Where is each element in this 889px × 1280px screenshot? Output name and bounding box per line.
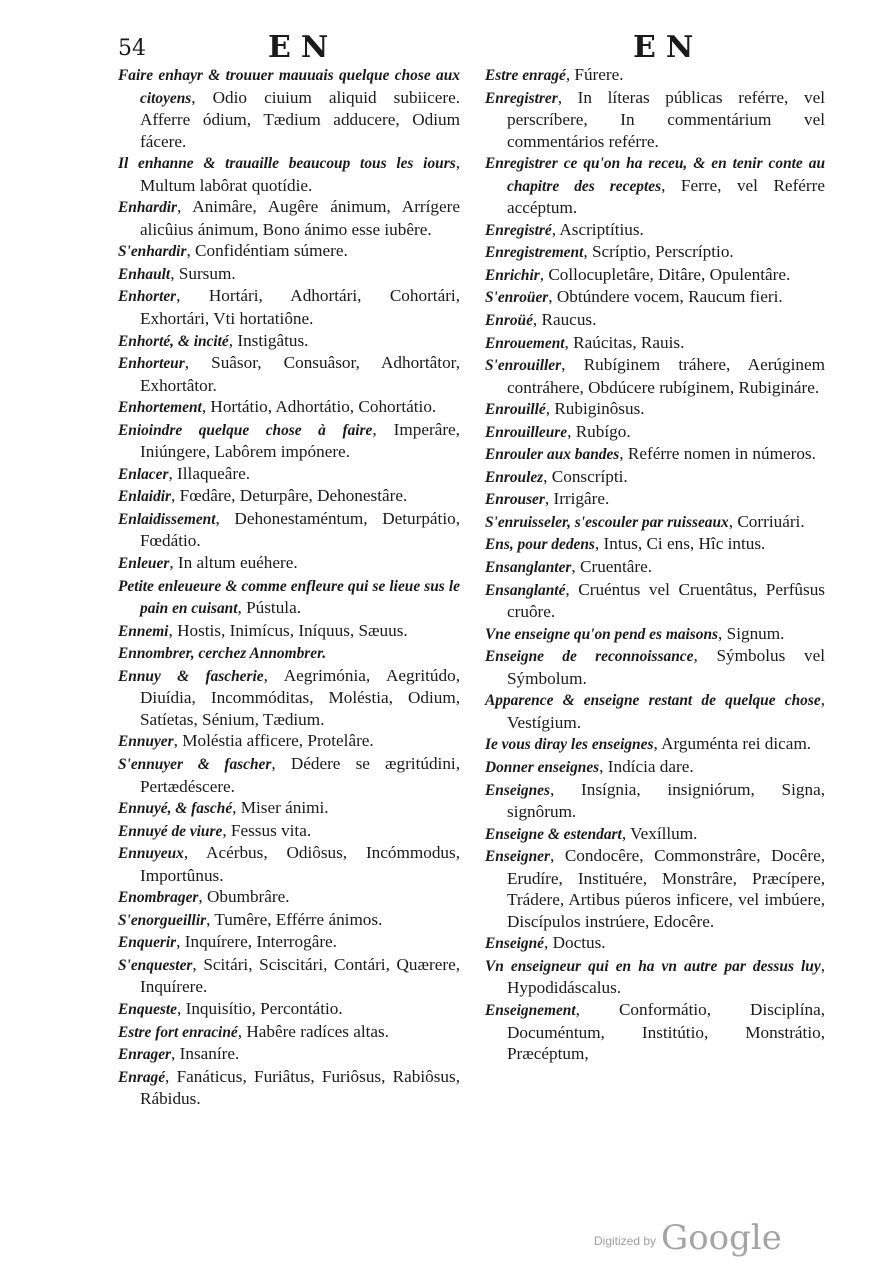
- entry-gloss: , Pústula.: [237, 598, 302, 618]
- dictionary-entry: [485, 579, 825, 623]
- dictionary-entry: [485, 511, 825, 534]
- dictionary-entry: [118, 842, 460, 886]
- entry-gloss: , Vexíllum.: [621, 823, 698, 843]
- entry-gloss: , Aegrimónia, Aegritúdo, Diuídia, Incommóditas, Moléstia, Odium, Satíetas, Sénium, Tædium.: [140, 665, 460, 729]
- entry-gloss: , Intus, Ci ens, Hîc intus.: [594, 534, 766, 554]
- entry-headword: Enregistré: [485, 221, 552, 239]
- dictionary-entry: [118, 753, 460, 797]
- dictionary-entry: [485, 332, 825, 355]
- entry-headword: Vn enseigneur qui en ha vn autre par dessus luy: [485, 957, 821, 975]
- dictionary-entry: [485, 398, 825, 421]
- entry-headword: Ensanglanter: [485, 559, 572, 577]
- entry-gloss: , Raucus.: [532, 310, 597, 330]
- dictionary-entry: [118, 797, 460, 820]
- entry-headword: Estre fort enraciné: [118, 1023, 238, 1041]
- entry-headword: Enlaidissement: [118, 510, 216, 528]
- dictionary-entry: [118, 575, 460, 620]
- entry-headword: Petite enleueure & comme enfleure qui se lieue sus le pain en cuisant: [118, 577, 460, 618]
- entry-gloss: , Fanáticus, Furiâtus, Furiôsus, Rabiôsus, Rábidus.: [140, 1066, 460, 1109]
- dictionary-entry: [118, 620, 460, 643]
- entry-gloss: , Confidéntiam súmere.: [186, 241, 348, 261]
- running-header-left: EN: [268, 30, 339, 65]
- entry-headword: S'enorgueillir: [118, 911, 207, 929]
- dictionary-entry: [118, 1066, 460, 1110]
- entry-gloss: , Acérbus, Odiôsus, Incómmodus, Importûnus.: [140, 843, 460, 885]
- entry-headword: Enlaidir: [118, 488, 172, 506]
- entry-headword: Enregistrer ce qu'on ha receu, & en tenir conte au chapitre des receptes: [485, 155, 825, 195]
- entry-gloss: , Inquisítio, Percontátio.: [177, 998, 343, 1018]
- entry-headword: Enlacer: [118, 465, 169, 483]
- entry-headword: Enroulez: [485, 468, 544, 486]
- dictionary-entry: [485, 533, 825, 556]
- entry-gloss: , Condocêre, Commonstrâre, Docêre, Erudíre, Instituére, Monstrâre, Præcípere, Trádere, Artibus púeros inficere, vel imbúere, Discípulos instrúere, Edocêre.: [507, 846, 825, 931]
- dictionary-entry: [118, 886, 460, 909]
- dictionary-entry: [485, 87, 825, 153]
- entry-gloss: , Conscrípti.: [543, 466, 628, 486]
- entry-gloss: , Suâsor, Consuâsor, Adhortâtor, Exhortâtor.: [140, 353, 460, 395]
- entry-gloss: , Indícia dare.: [599, 756, 694, 776]
- entry-gloss: , Collocupletâre, Ditâre, Opulentâre.: [539, 264, 791, 284]
- dictionary-entry: [485, 219, 825, 242]
- entry-headword: Enquerir: [118, 934, 177, 952]
- entry-gloss: , Insaníre.: [171, 1044, 240, 1064]
- entry-headword: Estre enragé: [485, 67, 566, 84]
- page-number: 54: [118, 36, 146, 61]
- entry-gloss: , Reférre nomen in números.: [619, 444, 816, 464]
- dictionary-entry: [485, 354, 825, 398]
- dictionary-entry: [485, 932, 825, 955]
- entry-headword: Enregistrer: [485, 89, 558, 107]
- dictionary-entry: [118, 1021, 460, 1044]
- entry-headword: Enragé: [118, 1068, 166, 1086]
- entry-headword: Enroüé: [485, 312, 533, 330]
- entry-gloss: , Rubiginôsus.: [545, 399, 645, 419]
- entry-gloss: , Dédere se ægritúdini, Pertædéscere.: [140, 753, 460, 796]
- entry-headword: Enseigne & estendart: [485, 825, 622, 843]
- entry-gloss: , Instigâtus.: [228, 330, 309, 350]
- entry-headword: Enombrager: [118, 889, 199, 907]
- entry-headword: Il enhanne & trauaille beaucoup tous les iours: [118, 155, 456, 173]
- entry-gloss: , Moléstia afficere, Protelâre.: [173, 731, 374, 751]
- entry-gloss: , Odio ciuium aliquid subiicere. Afferre ódium, Tædium adducere, Odium fácere.: [140, 87, 460, 151]
- dictionary-entry: [118, 396, 460, 419]
- entry-headword: Enrouler aux bandes: [485, 446, 620, 464]
- entry-gloss: , Illaqueâre.: [168, 463, 251, 483]
- dictionary-entry: [485, 845, 825, 932]
- entry-headword: Ennuyé, & fasché: [118, 800, 233, 818]
- entry-gloss: , Corriuári.: [728, 511, 805, 531]
- entry-headword: S'enquester: [118, 956, 193, 974]
- entry-headword: Enrager: [118, 1046, 172, 1064]
- entry-headword: S'enrouiller: [485, 357, 562, 375]
- dictionary-entry: [118, 64, 460, 152]
- entry-gloss: , Fœdâre, Deturpâre, Dehonestâre.: [171, 486, 408, 506]
- dictionary-entry: [118, 730, 460, 753]
- dictionary-entry: [485, 241, 825, 264]
- dictionary-entry: [118, 909, 460, 932]
- dictionary-entry: [118, 954, 460, 998]
- entry-headword: Ens, pour dedens: [485, 536, 595, 554]
- entry-gloss: , Imperâre, Iniúngere, Labôrem impónere.: [140, 419, 460, 462]
- entry-gloss: , Habêre radíces altas.: [237, 1021, 389, 1041]
- dictionary-entry: [485, 756, 825, 779]
- entry-headword: Ennuyeux: [118, 845, 184, 863]
- entry-headword: Enregistrement: [485, 244, 584, 262]
- dictionary-entry: [485, 823, 825, 846]
- entry-gloss: , Irrigâre.: [544, 489, 610, 509]
- entry-headword: Ennuy & fascherie: [118, 667, 264, 685]
- entry-headword: Enrouement: [485, 334, 565, 352]
- entry-headword: Donner enseignes: [485, 758, 600, 776]
- dictionary-entry: [118, 352, 460, 396]
- dictionary-entry: [485, 955, 825, 999]
- entry-headword: Enhardir: [118, 199, 178, 217]
- dictionary-entry: [118, 508, 460, 552]
- google-logo: Google: [661, 1218, 782, 1258]
- entry-gloss: , Hypodidáscalus.: [507, 955, 825, 998]
- entry-gloss: , Ferre, vel Reférre accéptum.: [507, 175, 825, 218]
- entry-gloss: , Signum.: [718, 623, 785, 643]
- dictionary-entry: [118, 463, 460, 486]
- entry-headword: Enrouilleure: [485, 423, 568, 441]
- entry-gloss: , Fessus vita.: [222, 820, 312, 840]
- entry-headword: Enseigné: [485, 935, 545, 953]
- dictionary-entry: [485, 152, 825, 219]
- dictionary-entry: [485, 733, 825, 756]
- entry-headword: S'enruisseler, s'escouler par ruisseaux: [485, 513, 729, 531]
- entry-headword: Enseigner: [485, 848, 550, 866]
- dictionary-entry: [118, 485, 460, 508]
- entry-headword: Ennuyer: [118, 733, 174, 751]
- entry-gloss: , In líteras públicas reférre, vel perscríbere, In commentárium vel commentários reférre.: [507, 87, 825, 151]
- running-header-right: EN: [633, 30, 704, 65]
- entry-gloss: , Hostis, Inimícus, Iníquus, Sæuus.: [168, 620, 408, 640]
- entry-gloss: , Arguménta rei dicam.: [653, 734, 812, 754]
- entry-headword: Enhortement: [118, 399, 202, 417]
- entry-headword: Enrouser: [485, 491, 545, 509]
- entry-gloss: , Fúrere.: [565, 65, 624, 84]
- dictionary-entry: [485, 645, 825, 689]
- dictionary-entry: [485, 309, 825, 332]
- entry-headword: Enhault: [118, 265, 171, 283]
- entry-gloss: , Vestígium.: [507, 690, 825, 732]
- entry-gloss: , Hortári, Adhortári, Cohortári, Exhortári, Vti hortatiône.: [140, 286, 460, 329]
- right-column: [485, 64, 825, 1065]
- entry-gloss: , Cruéntus vel Cruentâtus, Perfûsus cruôre.: [507, 579, 825, 622]
- entry-gloss: , Miser ánimi.: [232, 798, 329, 818]
- left-column: [118, 64, 460, 1110]
- dictionary-entry: [118, 285, 460, 329]
- entry-headword: S'ennuyer & fascher: [118, 755, 272, 773]
- entry-gloss: , In altum euéhere.: [169, 553, 298, 573]
- entry-headword: Faire enhayr & trouuer mauuais quelque chose aux citoyens: [118, 67, 460, 107]
- dictionary-entry: [118, 152, 460, 196]
- entry-gloss: , Rubígo.: [567, 421, 631, 441]
- entry-headword: Enseigne de reconnoissance: [485, 648, 694, 666]
- dictionary-entry: [118, 931, 460, 954]
- dictionary-entry: [118, 1043, 460, 1066]
- entry-headword: S'enroüer: [485, 289, 549, 307]
- entry-headword: Enhorter: [118, 288, 177, 306]
- dictionary-entry: [485, 64, 825, 87]
- entry-gloss: , Obtúndere vocem, Raucum fieri.: [548, 287, 783, 307]
- entry-headword: S'enhardir: [118, 243, 187, 261]
- dictionary-entry: [118, 196, 460, 240]
- dictionary-entry: [118, 998, 460, 1021]
- entry-headword: Ennemi: [118, 622, 169, 640]
- entry-headword: Enqueste: [118, 1000, 178, 1018]
- entry-headword: Enleuer: [118, 555, 170, 573]
- entry-headword: Apparence & enseigne restant de quelque chose: [485, 692, 821, 710]
- dictionary-entry: [118, 665, 460, 731]
- entry-gloss: , Tumêre, Efférre ánimos.: [206, 909, 383, 929]
- entry-gloss: , Rubíginem tráhere, Aerúginem contráhere, Obdúcere rubíginem, Rubigináre.: [507, 355, 825, 397]
- entry-headword: Vne enseigne qu'on pend es maisons: [485, 625, 719, 643]
- entry-headword: Ie vous diray les enseignes: [485, 736, 654, 754]
- dictionary-entry: [485, 466, 825, 489]
- dictionary-entry: [118, 419, 460, 463]
- dictionary-entry: [118, 240, 460, 263]
- entry-headword: Enseignement: [485, 1001, 576, 1019]
- entry-gloss: , Ascriptítius.: [551, 219, 644, 239]
- entry-gloss: , Dehonestaméntum, Deturpátio, Fœdátio.: [140, 508, 460, 551]
- entry-headword: Ennuyé de viure: [118, 822, 223, 840]
- digitized-watermark: [594, 1218, 782, 1258]
- entry-headword: Ensanglanté: [485, 581, 566, 599]
- entry-headword: Enrichir: [485, 266, 540, 284]
- dictionary-entry: [118, 552, 460, 575]
- dictionary-entry: [485, 779, 825, 823]
- dictionary-entry: [485, 443, 825, 466]
- entry-gloss: , Inquírere, Interrogâre.: [176, 932, 337, 952]
- dictionary-entry: [485, 623, 825, 646]
- entry-gloss: , Doctus.: [544, 933, 606, 953]
- watermark-prefix: Digitized by: [594, 1234, 657, 1248]
- entry-headword: Enrouillé: [485, 401, 546, 419]
- dictionary-entry: [485, 488, 825, 511]
- entry-gloss: , Scitári, Sciscitári, Contári, Quærere, Inquírere.: [140, 954, 460, 997]
- entry-headword: Enioindre quelque chose à faire: [118, 421, 373, 439]
- entry-gloss: , Cruentâre.: [571, 557, 653, 577]
- dictionary-entry: [118, 330, 460, 353]
- entry-gloss: , Raúcitas, Rauis.: [564, 332, 685, 352]
- entry-headword: Enhorté, & incité: [118, 332, 229, 350]
- entry-gloss: , Conformátio, Disciplína, Documéntum, Institútio, Monstrátio, Præcéptum,: [507, 999, 825, 1064]
- dictionary-entry: [485, 286, 825, 309]
- dictionary-entry: [485, 264, 825, 287]
- dictionary-entry: [118, 820, 460, 843]
- dictionary-entry: [485, 421, 825, 444]
- entry-gloss: , Scríptio, Perscríptio.: [583, 242, 734, 262]
- entry-gloss: , Multum labôrat quotídie.: [140, 153, 460, 195]
- dictionary-entry: [485, 689, 825, 733]
- entry-gloss: , Hortátio, Adhortátio, Cohortátio.: [201, 397, 437, 417]
- entry-gloss: , Animâre, Augêre ánimum, Arrígere alicûius ánimum, Bono ánimo esse iubêre.: [140, 197, 460, 239]
- dictionary-entry: [485, 999, 825, 1065]
- entry-gloss: , Sursum.: [170, 263, 236, 283]
- entry-gloss: , Insígnia, insigniórum, Signa, signôrum.: [507, 779, 825, 822]
- entry-headword: Enhorteur: [118, 355, 185, 373]
- entry-headword: Ennombrer, cerchez Annombrer.: [118, 645, 327, 663]
- dictionary-entry: [485, 556, 825, 579]
- entry-headword: Enseignes: [485, 781, 550, 799]
- dictionary-entry: [118, 263, 460, 286]
- entry-gloss: , Sýmbolus vel Sýmbolum.: [507, 646, 825, 688]
- dictionary-entry: [118, 642, 460, 665]
- entry-gloss: , Obumbrâre.: [198, 887, 290, 907]
